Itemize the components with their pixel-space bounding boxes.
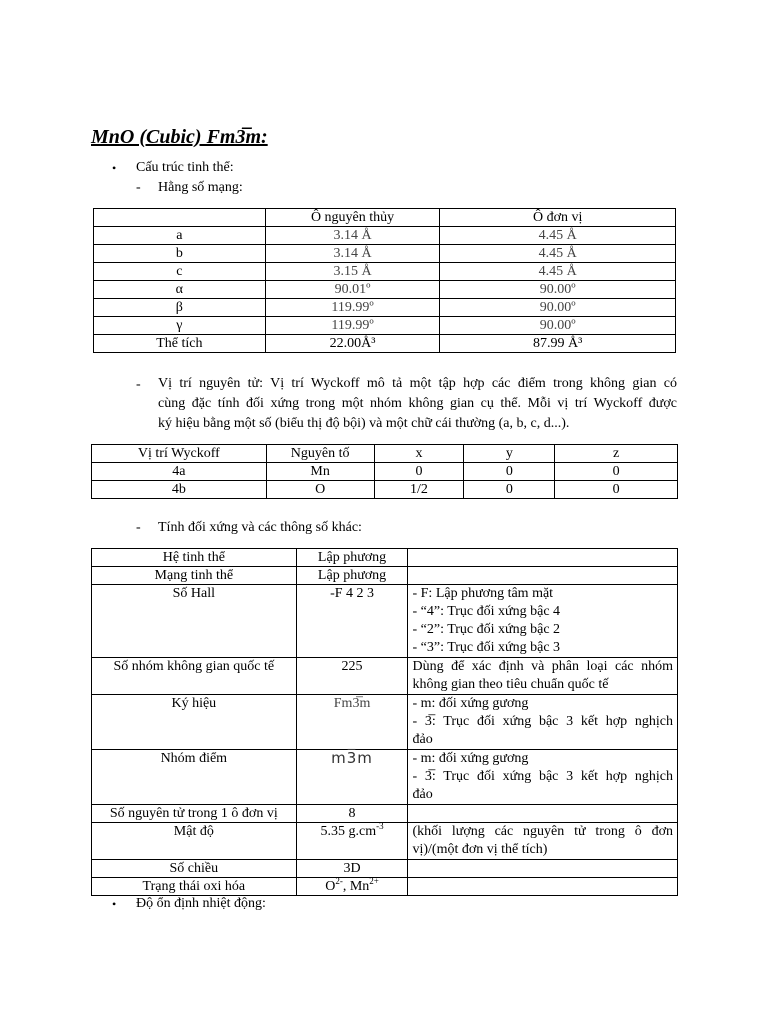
table-header: y	[464, 445, 555, 463]
table-cell: 90.00º	[440, 299, 676, 317]
table-cell	[408, 549, 678, 567]
table-cell: 0	[464, 481, 555, 499]
table-header-row	[92, 445, 678, 463]
note-line: - 3̅: Trục đối xứng bậc 3 kết hợp nghịch	[412, 769, 673, 784]
table-cell: 0	[555, 463, 678, 481]
atom-positions-paragraph	[158, 374, 677, 434]
note-line: - “3”: Trục đối xứng bậc 3	[412, 640, 561, 655]
symmetry-table	[91, 548, 678, 896]
table-cell: Fm3̅m	[296, 695, 408, 750]
table-cell: β	[94, 299, 266, 317]
table-cell: 87.99 Å³	[440, 335, 676, 353]
table-cell: α	[94, 281, 266, 299]
table-cell: 0	[464, 463, 555, 481]
table-cell: Số chiều	[92, 860, 297, 878]
table-cell: 22.00Å³	[265, 335, 440, 353]
table-cell: b	[94, 245, 266, 263]
table-row	[94, 299, 676, 317]
table-cell: 0	[374, 463, 464, 481]
table-cell: a	[94, 227, 266, 245]
density-exponent: -3	[376, 821, 384, 831]
table-cell: 90.00º	[440, 281, 676, 299]
section-thermodynamic-stability: Độ ổn định nhiệt động:	[136, 896, 266, 911]
ox-mn: Mn	[349, 879, 370, 894]
dash-icon: -	[136, 520, 141, 535]
wyckoff-table	[91, 444, 678, 499]
table-cell: 0	[555, 481, 678, 499]
note-line: đảo	[412, 787, 433, 802]
table-cell: 4a	[92, 463, 267, 481]
note-line: - 3̅: Trục đối xứng bậc 3 kết hợp nghịch	[412, 714, 673, 729]
table-row	[94, 227, 676, 245]
ox-o: O	[325, 879, 336, 894]
table-header: z	[555, 445, 678, 463]
document-title: MnO (Cubic) Fm3̅m:	[91, 126, 268, 148]
table-cell: 8	[296, 805, 408, 823]
section-crystal-structure: Cấu trúc tinh thể:	[136, 160, 234, 175]
table-row	[94, 245, 676, 263]
ox-mn-charge: 2+	[369, 876, 379, 886]
table-cell: γ	[94, 317, 266, 335]
ox-separator: ,	[342, 879, 350, 894]
table-cell	[408, 860, 678, 878]
table-cell	[408, 585, 678, 658]
table-cell	[408, 750, 678, 805]
note-line: đảo	[412, 732, 433, 747]
table-header: Ô nguyên thủy	[265, 209, 440, 227]
table-row	[92, 585, 678, 658]
table-cell: 90.00º	[440, 317, 676, 335]
table-row	[94, 281, 676, 299]
table-header: Ô đơn vị	[440, 209, 676, 227]
bullet-icon: •	[112, 161, 117, 175]
note-line: - F: Lập phương tâm mặt	[412, 586, 554, 601]
table-cell: Thể tích	[94, 335, 266, 353]
table-cell: 119.99º	[265, 299, 440, 317]
note-line: - m: đối xứng gương	[412, 751, 529, 766]
table-row	[94, 335, 676, 353]
ox-o-charge: 2-	[335, 876, 343, 886]
table-cell: 3.14 Å	[265, 227, 440, 245]
table-cell	[296, 823, 408, 860]
paragraph-line: cùng đặc tính đối xứng trong một nhóm không gian cụ thể. Mỗi vị trí Wyckoff được	[158, 396, 677, 411]
paragraph-line: Vị trí nguyên tử: Vị trí Wyckoff mô tả một tập hợp các điểm trong không gian có	[158, 376, 677, 391]
table-row	[92, 878, 678, 896]
table-cell: 119.99º	[265, 317, 440, 335]
table-cell	[296, 878, 408, 896]
table-cell: -F 4 2 3	[296, 585, 408, 658]
lattice-table	[93, 208, 676, 353]
table-cell: 4.45 Å	[440, 245, 676, 263]
table-cell: Nhóm điểm	[92, 750, 297, 805]
table-cell: Mn	[266, 463, 374, 481]
table-cell: Mạng tinh thể	[92, 567, 297, 585]
note-line: - “4”: Trục đối xứng bậc 4	[412, 604, 561, 619]
table-header	[94, 209, 266, 227]
table-cell: Số nhóm không gian quốc tế	[92, 658, 297, 695]
table-row	[92, 823, 678, 860]
table-cell: 225	[296, 658, 408, 695]
note-line: vị)/(một đơn vị thể tích)	[412, 842, 548, 857]
table-cell	[408, 805, 678, 823]
density-value: 5.35 g.cm	[320, 824, 377, 839]
table-cell: Số Hall	[92, 585, 297, 658]
dash-icon: -	[136, 377, 141, 392]
table-cell: 4.45 Å	[440, 227, 676, 245]
table-row	[92, 750, 678, 805]
table-row	[94, 317, 676, 335]
note-line: Dùng để xác định và phân loại các nhóm	[412, 659, 673, 674]
table-cell: c	[94, 263, 266, 281]
table-cell: O	[266, 481, 374, 499]
note-line: (khối lượng các nguyên tử trong ô đơn	[412, 824, 673, 839]
table-cell: Số nguyên tử trong 1 ô đơn vị	[92, 805, 297, 823]
table-cell: 3.15 Å	[265, 263, 440, 281]
table-row	[92, 860, 678, 878]
table-cell	[408, 567, 678, 585]
table-header: Nguyên tố	[266, 445, 374, 463]
table-cell	[408, 878, 678, 896]
subsection-lattice-constants: Hằng số mạng:	[158, 180, 243, 195]
table-cell: Lập phương	[296, 567, 408, 585]
table-header-row	[94, 209, 676, 227]
table-cell: Ký hiệu	[92, 695, 297, 750]
table-cell: 3D	[296, 860, 408, 878]
table-row	[94, 263, 676, 281]
bullet-icon: •	[112, 897, 117, 911]
table-cell: 90.01º	[265, 281, 440, 299]
table-row	[92, 481, 678, 499]
table-cell: 4.45 Å	[440, 263, 676, 281]
table-cell: m3̅m	[296, 750, 408, 805]
subsection-symmetry: Tính đối xứng và các thông số khác:	[158, 520, 362, 535]
note-line: không gian theo tiêu chuẩn quốc tế	[412, 677, 609, 692]
table-cell: 4b	[92, 481, 267, 499]
table-row	[92, 695, 678, 750]
table-cell: 1/2	[374, 481, 464, 499]
table-cell	[408, 695, 678, 750]
table-row	[92, 549, 678, 567]
table-cell	[408, 823, 678, 860]
paragraph-line: ký hiệu bằng một số (biểu thị độ bội) và một chữ cái thường (a, b, c, d...).	[158, 416, 570, 431]
table-header: Vị trí Wyckoff	[92, 445, 267, 463]
dash-icon: -	[136, 180, 141, 195]
table-cell: Hệ tinh thể	[92, 549, 297, 567]
table-row	[92, 658, 678, 695]
table-cell: Trạng thái oxi hóa	[92, 878, 297, 896]
table-header: x	[374, 445, 464, 463]
table-cell	[408, 658, 678, 695]
table-row	[92, 463, 678, 481]
note-line: - m: đối xứng gương	[412, 696, 529, 711]
table-cell: Mật độ	[92, 823, 297, 860]
note-line: - “2”: Trục đối xứng bậc 2	[412, 622, 561, 637]
table-cell: Lập phương	[296, 549, 408, 567]
table-row	[92, 567, 678, 585]
table-row	[92, 805, 678, 823]
table-cell: 3.14 Å	[265, 245, 440, 263]
